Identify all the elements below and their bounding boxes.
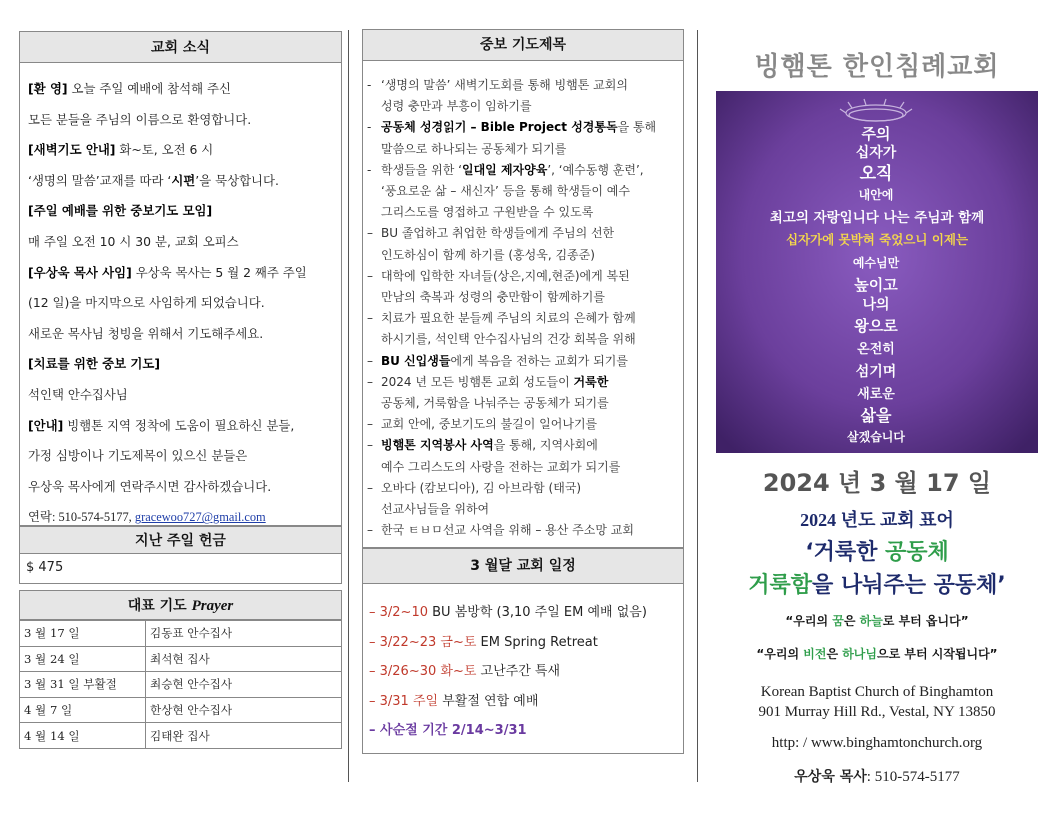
quote2-e: 으로 부터 시작됩니다” (877, 647, 998, 661)
church-website-link[interactable]: http: / www.binghamtonchurch.org (771, 735, 983, 751)
news-resign-2: (12 일)을 마지막으로 사임하게 되었습니다. (28, 295, 265, 311)
intercession-title: 중보 기도제목 (479, 37, 567, 53)
column-divider (697, 30, 698, 782)
cross-text-line: 온전히 (857, 342, 895, 357)
cross-text-line: 높이고 (854, 276, 898, 294)
prayer-date-cell: 4 월 14 일 (20, 723, 146, 749)
motto1-a: ‘거룩한 (805, 540, 885, 565)
schedule-item (369, 657, 679, 687)
item-text-cont: 인도하심이 함께 하기를 (홍성욱, 김종준) (381, 247, 595, 262)
dawn-text-b: 시편 (171, 172, 196, 188)
lent-period: – 사순절 기간 2/14~3/31 (369, 723, 527, 738)
intercession-line (367, 160, 679, 181)
item-text-cont: 성령 충만과 부흥이 임하기를 (381, 99, 532, 114)
cross-calligraphy-image (716, 91, 1038, 453)
motto1-b: 공동체 (885, 540, 949, 565)
pastor-contact (716, 766, 1038, 786)
healing-label: [치료를 위한 중보 기도] (28, 356, 160, 372)
prayer-row (20, 697, 342, 723)
cross-text-line: 살겠습니다 (847, 430, 905, 444)
dawn-label: [새벽기도 안내] (28, 142, 116, 158)
prayer-name-cell: 한상현 안수집사 (146, 697, 342, 723)
prayer-title-en: Prayer (191, 598, 234, 614)
news-resign (28, 258, 333, 289)
item-text-cont: 공동체, 거룩함을 나눠주는 공동체가 되기를 (381, 396, 609, 411)
bullet-dash: – (367, 374, 373, 389)
intercession-line (367, 414, 679, 435)
news-resign-3: 새로운 목사님 청빙을 위해서 기도해주세요. (28, 325, 264, 341)
sunday-label: [주일 예배를 위한 중보기도 모임] (28, 203, 213, 219)
intercession-line (367, 435, 679, 456)
item-text-post: 대학에 입학한 자녀들(상은,지예,현준)에게 복된 (381, 268, 630, 283)
pastor-phone: : 510-574-5177 (866, 769, 960, 785)
intercession-item (367, 223, 679, 265)
schedule-date: – 3/22~23 금~토 (369, 634, 477, 650)
item-text-post: 오바다 (캄보디아), 김 아브라함 (태국) (381, 480, 582, 495)
prayer-row (20, 646, 342, 672)
news-dawn (28, 135, 333, 166)
prayer-row (20, 621, 342, 647)
schedule-item (369, 598, 679, 628)
intercession-list (362, 61, 684, 548)
prayer-header (19, 590, 342, 620)
quote1-a: “우리의 (785, 614, 833, 628)
cross-text-line: 나의 (862, 297, 890, 313)
item-text-cont: 그리스도를 영접하고 구원받을 수 있도록 (381, 205, 594, 220)
item-text-post: ‘생명의 말씀’ 새벽기도회를 통해 빙햄톤 교회의 (381, 78, 628, 92)
item-text-post: ’, ‘예수동행 훈련’, (547, 162, 644, 177)
cross-text-line: 삶을 (860, 406, 892, 425)
bullet-dash: – (367, 353, 373, 368)
cross-text-line: 왕으로 (854, 317, 898, 335)
motto2-a: 거룩함 (748, 573, 813, 598)
item-text-post: 을 통해, 지역사회에 (493, 438, 598, 453)
cross-text-line: 십자가 (855, 145, 897, 161)
intercession-line (367, 223, 679, 244)
intercession-item (367, 478, 679, 520)
news-sunday-2: 매 주일 오전 10 시 30 분, 교회 오피스 (28, 233, 239, 249)
item-text-bold: 일대일 제자양육 (462, 162, 548, 177)
prayer-date-cell: 3 월 17 일 (20, 621, 146, 647)
cross-text-line: 십자가에 못박혀 죽었으니 이제는 (785, 232, 969, 247)
schedule-event: BU 봄방학 (3,10 주일 EM 예배 없음) (428, 605, 647, 620)
guide-label: [안내] (28, 417, 64, 433)
cross-artwork (716, 91, 1038, 453)
item-text-bold: 공동체 성경읽기 – Bible Project 성경통독 (381, 120, 618, 135)
item-text-cont: 말씀으로 하나되는 공동체가 되기를 (381, 141, 567, 156)
prayer-name-cell: 김동표 안수집사 (146, 621, 342, 647)
news-healing-2: 석인택 안수집사님 (28, 386, 128, 402)
bullet-dash: – (367, 480, 373, 495)
pastor-label: 우상욱 목사 (794, 769, 867, 785)
cross-text-line: 새로운 (857, 387, 895, 402)
schedule-item (369, 687, 679, 717)
intercession-item (367, 308, 679, 350)
bullet-dash: – (367, 438, 373, 453)
bullet-dash: – (367, 523, 373, 538)
schedule-event: 고난주간 특새 (476, 664, 561, 679)
bullet-dash: – (367, 226, 373, 241)
intercession-line (367, 75, 679, 96)
prayer-date-cell: 3 월 31 일 부활절 (20, 672, 146, 698)
contact-label: 연락: 510-574-5177, (28, 510, 135, 525)
dawn-text-c: ’을 묵상합니다. (195, 172, 279, 188)
quote2-b: 비전 (803, 647, 827, 661)
quote1-b: 꿈 (832, 614, 844, 628)
news-welcome (28, 74, 333, 105)
prayer-date-cell: 4 월 7 일 (20, 697, 146, 723)
church-address: 901 Murray Hill Rd., Vestal, NY 13850 (758, 704, 996, 720)
prayer-name-cell: 최승현 안수집사 (146, 672, 342, 698)
dawn-text: 화~토, 오전 6 시 (115, 142, 214, 158)
offering-header (19, 526, 342, 554)
cross-text-line: 주의 (861, 125, 891, 143)
item-text-post: 한국 ㅌㅂㅁ선교 사역을 위해 – 용산 주소망 교회 (381, 523, 634, 538)
bullet-dash: - (367, 78, 372, 92)
news-dawn-2 (28, 166, 333, 197)
intercession-item (367, 75, 679, 117)
item-text-bold: BU 신입생들 (381, 353, 451, 368)
prayer-row (20, 672, 342, 698)
cross-text-line: 예수님만 (852, 256, 900, 270)
intercession-item (367, 266, 679, 308)
item-text-cont: 하시기를, 석인택 안수집사님의 건강 회복을 위해 (381, 332, 636, 347)
email-link[interactable]: gracewoo727@gmail.com (134, 510, 266, 525)
welcome-text: 오늘 주일 예배에 참석해 주신 (67, 81, 231, 96)
schedule-item (369, 628, 679, 658)
news-welcome-2: 모든 분들을 주님의 이름으로 환영합니다. (28, 111, 252, 127)
schedule-date: – 3/31 주일 (369, 693, 439, 709)
cross-text-line: 섬기며 (855, 364, 897, 380)
prayer-row (20, 723, 342, 749)
item-text-post: 교회 안에, 중보기도의 불길이 일어나기를 (381, 417, 598, 432)
dawn-text-a: ‘생명의 말씀’교재를 따라 ‘ (28, 172, 172, 188)
motto-year-title: 2024 년도 교회 표어 (800, 510, 954, 530)
intercession-line (367, 308, 679, 329)
intercession-item (367, 414, 679, 435)
item-text-post: 에게 복음을 전하는 교회가 되기를 (450, 353, 628, 368)
church-news-title: 교회 소식 (151, 40, 210, 56)
intercession-line (367, 351, 679, 372)
schedule-list (362, 584, 684, 754)
bulletin-date: 2024 년 3 월 17 일 (762, 469, 992, 497)
church-news-body (19, 63, 342, 526)
item-text-bold: 거룩한 (573, 374, 609, 389)
item-text-pre: 학생들을 위한 ‘ (381, 162, 462, 177)
item-text-cont: 선교사님들을 위하여 (381, 502, 490, 517)
news-guide-3: 우상욱 목사에게 연락주시면 감사하겠습니다. (28, 478, 272, 494)
intercession-header (362, 29, 684, 61)
prayer-name-cell: 최석현 집사 (146, 646, 342, 672)
schedule-event: 부활절 연합 예배 (438, 693, 539, 709)
intercession-item (367, 160, 679, 202)
bullet-dash: – (367, 417, 373, 432)
intercession-line (367, 266, 679, 287)
item-text-cont: 예수 그리스도의 사랑을 전하는 교회가 되기를 (381, 459, 621, 474)
quote2-d: 하나님 (842, 647, 877, 661)
intercession-item (367, 351, 679, 372)
item-text-post: 을 통해 (617, 120, 657, 135)
schedule-date: – 3/2~10 (369, 605, 428, 620)
schedule-event: EM Spring Retreat (476, 634, 598, 650)
intercession-item (367, 372, 679, 414)
item-text-pre: 2024 년 모든 빙햄톤 교회 성도들이 (381, 374, 574, 389)
item-text-bold: 빙햄톤 지역봉사 사역 (381, 438, 494, 453)
resign-label: [우상욱 목사 사임] (28, 264, 132, 280)
intercession-line (367, 478, 679, 499)
quote1-d: 하늘 (859, 614, 883, 628)
vision-quote (716, 645, 1038, 662)
item-text-cont: 만남의 축복과 성령의 충만함이 함께하기를 (381, 290, 605, 305)
intercession-item (367, 520, 679, 541)
quote2-a: “우리의 (756, 647, 804, 661)
intercession-item (367, 117, 679, 159)
bullet-dash: - (367, 162, 372, 177)
prayer-title-ko: 대표 기도 (127, 598, 192, 614)
bullet-dash: - (367, 120, 372, 135)
prayer-schedule-table (19, 620, 342, 749)
column-divider (348, 30, 349, 782)
intercession-line (367, 372, 679, 393)
news-healing (28, 349, 333, 380)
resign-text: 우상욱 목사는 5 월 2 째주 주일 (131, 264, 307, 280)
church-news-header (19, 31, 342, 63)
dream-quote (716, 612, 1038, 629)
schedule-header (362, 548, 684, 584)
schedule-date: – 3/26~30 화~토 (369, 664, 477, 679)
prayer-date-cell: 3 월 24 일 (20, 646, 146, 672)
news-guide (28, 411, 333, 442)
item-text-cont: ‘풍요로운 삶 – 새신자’ 등을 통해 학생들이 예수 (381, 184, 630, 199)
quote1-c: 은 (843, 614, 860, 628)
quote1-e: 로 부터 옵니다” (882, 614, 969, 628)
motto-line-1 (716, 535, 1038, 566)
offering-title: 지난 주일 헌금 (135, 533, 226, 549)
offering-amount: $ 475 (19, 554, 342, 584)
church-english-name: Korean Baptist Church of Binghamton (760, 684, 994, 700)
cross-text-line: 오직 (859, 164, 893, 184)
guide-text: 빙햄톤 지역 정착에 도움이 필요하신 분들, (63, 417, 295, 433)
motto2-b: 을 나눠주는 공동체’ (812, 573, 1006, 598)
schedule-title: 3 월달 교회 일정 (470, 558, 576, 574)
welcome-label: [환 영] (28, 81, 68, 96)
prayer-name-cell: 김태완 집사 (146, 723, 342, 749)
motto-line-2 (716, 568, 1038, 599)
cross-text-line: 최고의 자랑입니다 나는 주님과 함께 (769, 210, 985, 226)
bullet-dash: – (367, 311, 373, 326)
cross-text-line: 내안에 (858, 188, 894, 202)
quote2-c: 은 (826, 647, 843, 661)
church-name-heading: 빙햄톤 한인침례교회 (754, 52, 1000, 82)
bullet-dash: – (367, 268, 373, 283)
news-sunday (28, 196, 333, 227)
intercession-item (367, 202, 679, 223)
item-text-post: BU 졸업하고 취업한 학생들에게 주님의 선한 (381, 226, 615, 241)
news-guide-2: 가정 심방이나 기도제목이 있으신 분들은 (28, 448, 248, 464)
item-text-post: 치료가 필요한 분들께 주님의 치료의 은혜가 함께 (381, 311, 636, 326)
intercession-item (367, 435, 679, 477)
intercession-line (367, 117, 679, 138)
intercession-line (367, 520, 679, 541)
